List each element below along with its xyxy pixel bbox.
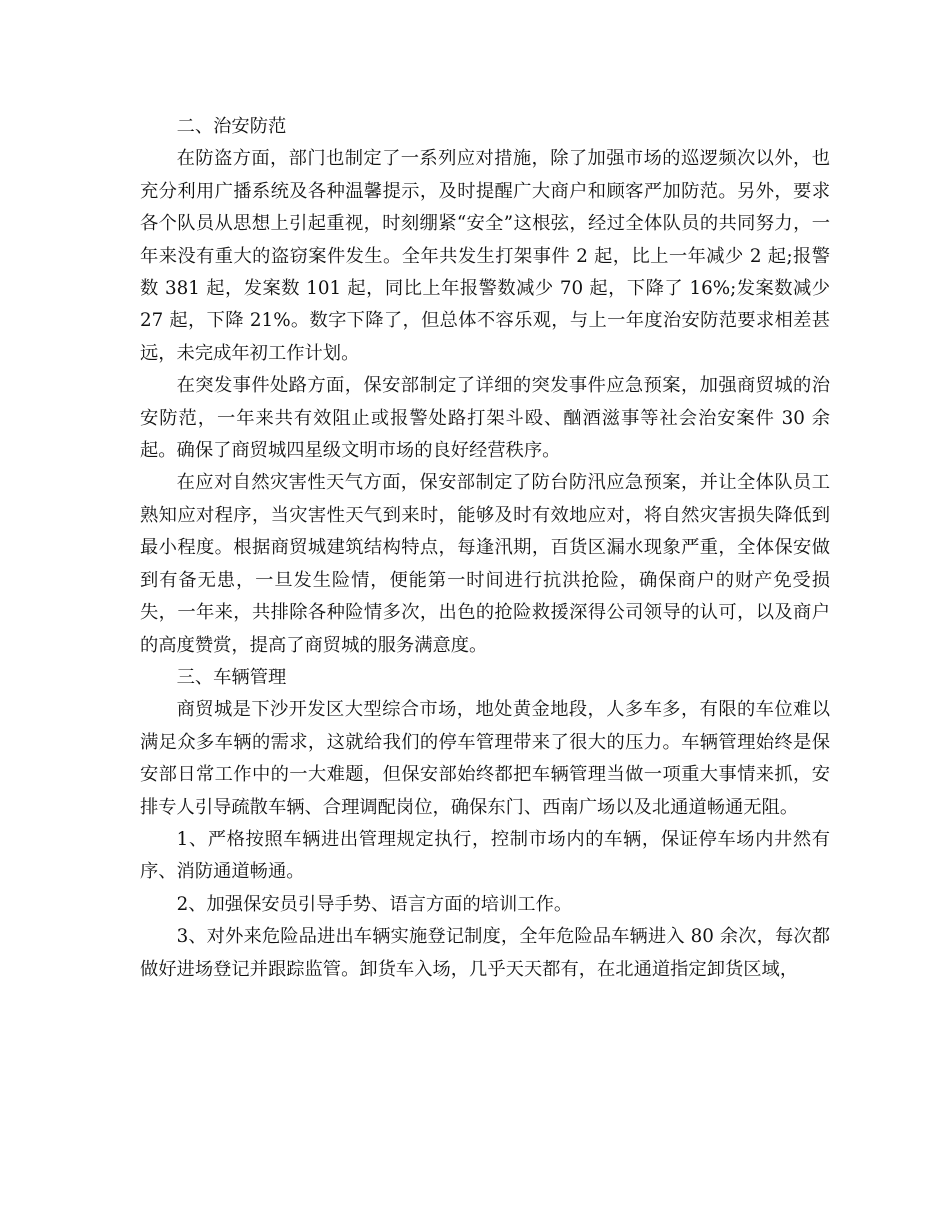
- list-item-vehicle-rule-3: 3、对外来危险品进出车辆实施登记制度，全年危险品车辆进入 80 余次，每次都做好进场登记并跟踪监管。卸货车入场，几乎天天都有，在北通道指定卸货区域，: [140, 926, 830, 980]
- document-body: [140, 111, 830, 986]
- paragraph-emergency-handling: 在突发事件处路方面，保安部制定了详细的突发事件应急预案，加强商贸城的治安防范，一年来共有效阻止或报警处路打架斗殴、酗酒滋事等社会治安案件 30 余起。确保了商贸城四星级文明市场的良好经营秩序。: [140, 375, 830, 462]
- list-item-vehicle-rule-1: 1、严格按照车辆进出管理规定执行，控制市场内的车辆，保证停车场内井然有序、消防通道畅通。: [140, 828, 830, 883]
- list-item-vehicle-rule-2: 2、加强保安员引导手势、语言方面的培训工作。: [176, 893, 573, 915]
- section-heading-vehicle: 三、车辆管理: [176, 666, 287, 688]
- paragraph-vehicle-overview: 商贸城是下沙开发区大型综合市场，地处黄金地段，人多车多，有限的车位难以满足众多车辆的需求，这就给我们的停车管理带来了很大的压力。车辆管理始终是保安部日常工作中的一大难题，但保安部始终都把车辆管理当做一项重大事情来抓，安排专人引导疏散车辆、合理调配岗位，确保东门、西南广场以及北通道畅通无阻。: [140, 699, 830, 818]
- section-heading-security: 二、治安防范: [176, 116, 287, 137]
- paragraph-theft-prevention: 在防盗方面，部门也制定了一系列应对措施，除了加强市场的巡逻频次以外，也充分利用广播系统及各种温馨提示，及时提醒广大商户和顾客严加防范。另外，要求各个队员从思想上引起重视，时刻绷紧“安全”这根弦，经过全体队员的共同努力，一年来没有重大的盗窃案件发生。全年共发生打架事件 2 起，比上一年减少 2 起;报警数 381 起，发案数 101 起，同比上年报警数减少 70 起，下降了 16%;发案数减少 27 起，下降 21%。数字下降了，但总体不容乐观，与上一年度治安防范要求相差甚远，未完成年初工作计划。: [140, 148, 830, 364]
- paragraph-disaster-response: 在应对自然灾害性天气方面，保安部制定了防台防汛应急预案，并让全体队员工熟知应对程序，当灾害性天气到来时，能够及时有效地应对，将自然灾害损失降低到最小程度。根据商贸城建筑结构特点，每逢汛期，百货区漏水现象严重，全体保安做到有备无患，一旦发生险情，便能第一时间进行抗洪抢险，确保商户的财产免受损失，一年来，共排除各种险情多次，出色的抢险救援深得公司领导的认可，以及商户的高度赞赏，提高了商贸城的服务满意度。: [140, 472, 830, 656]
